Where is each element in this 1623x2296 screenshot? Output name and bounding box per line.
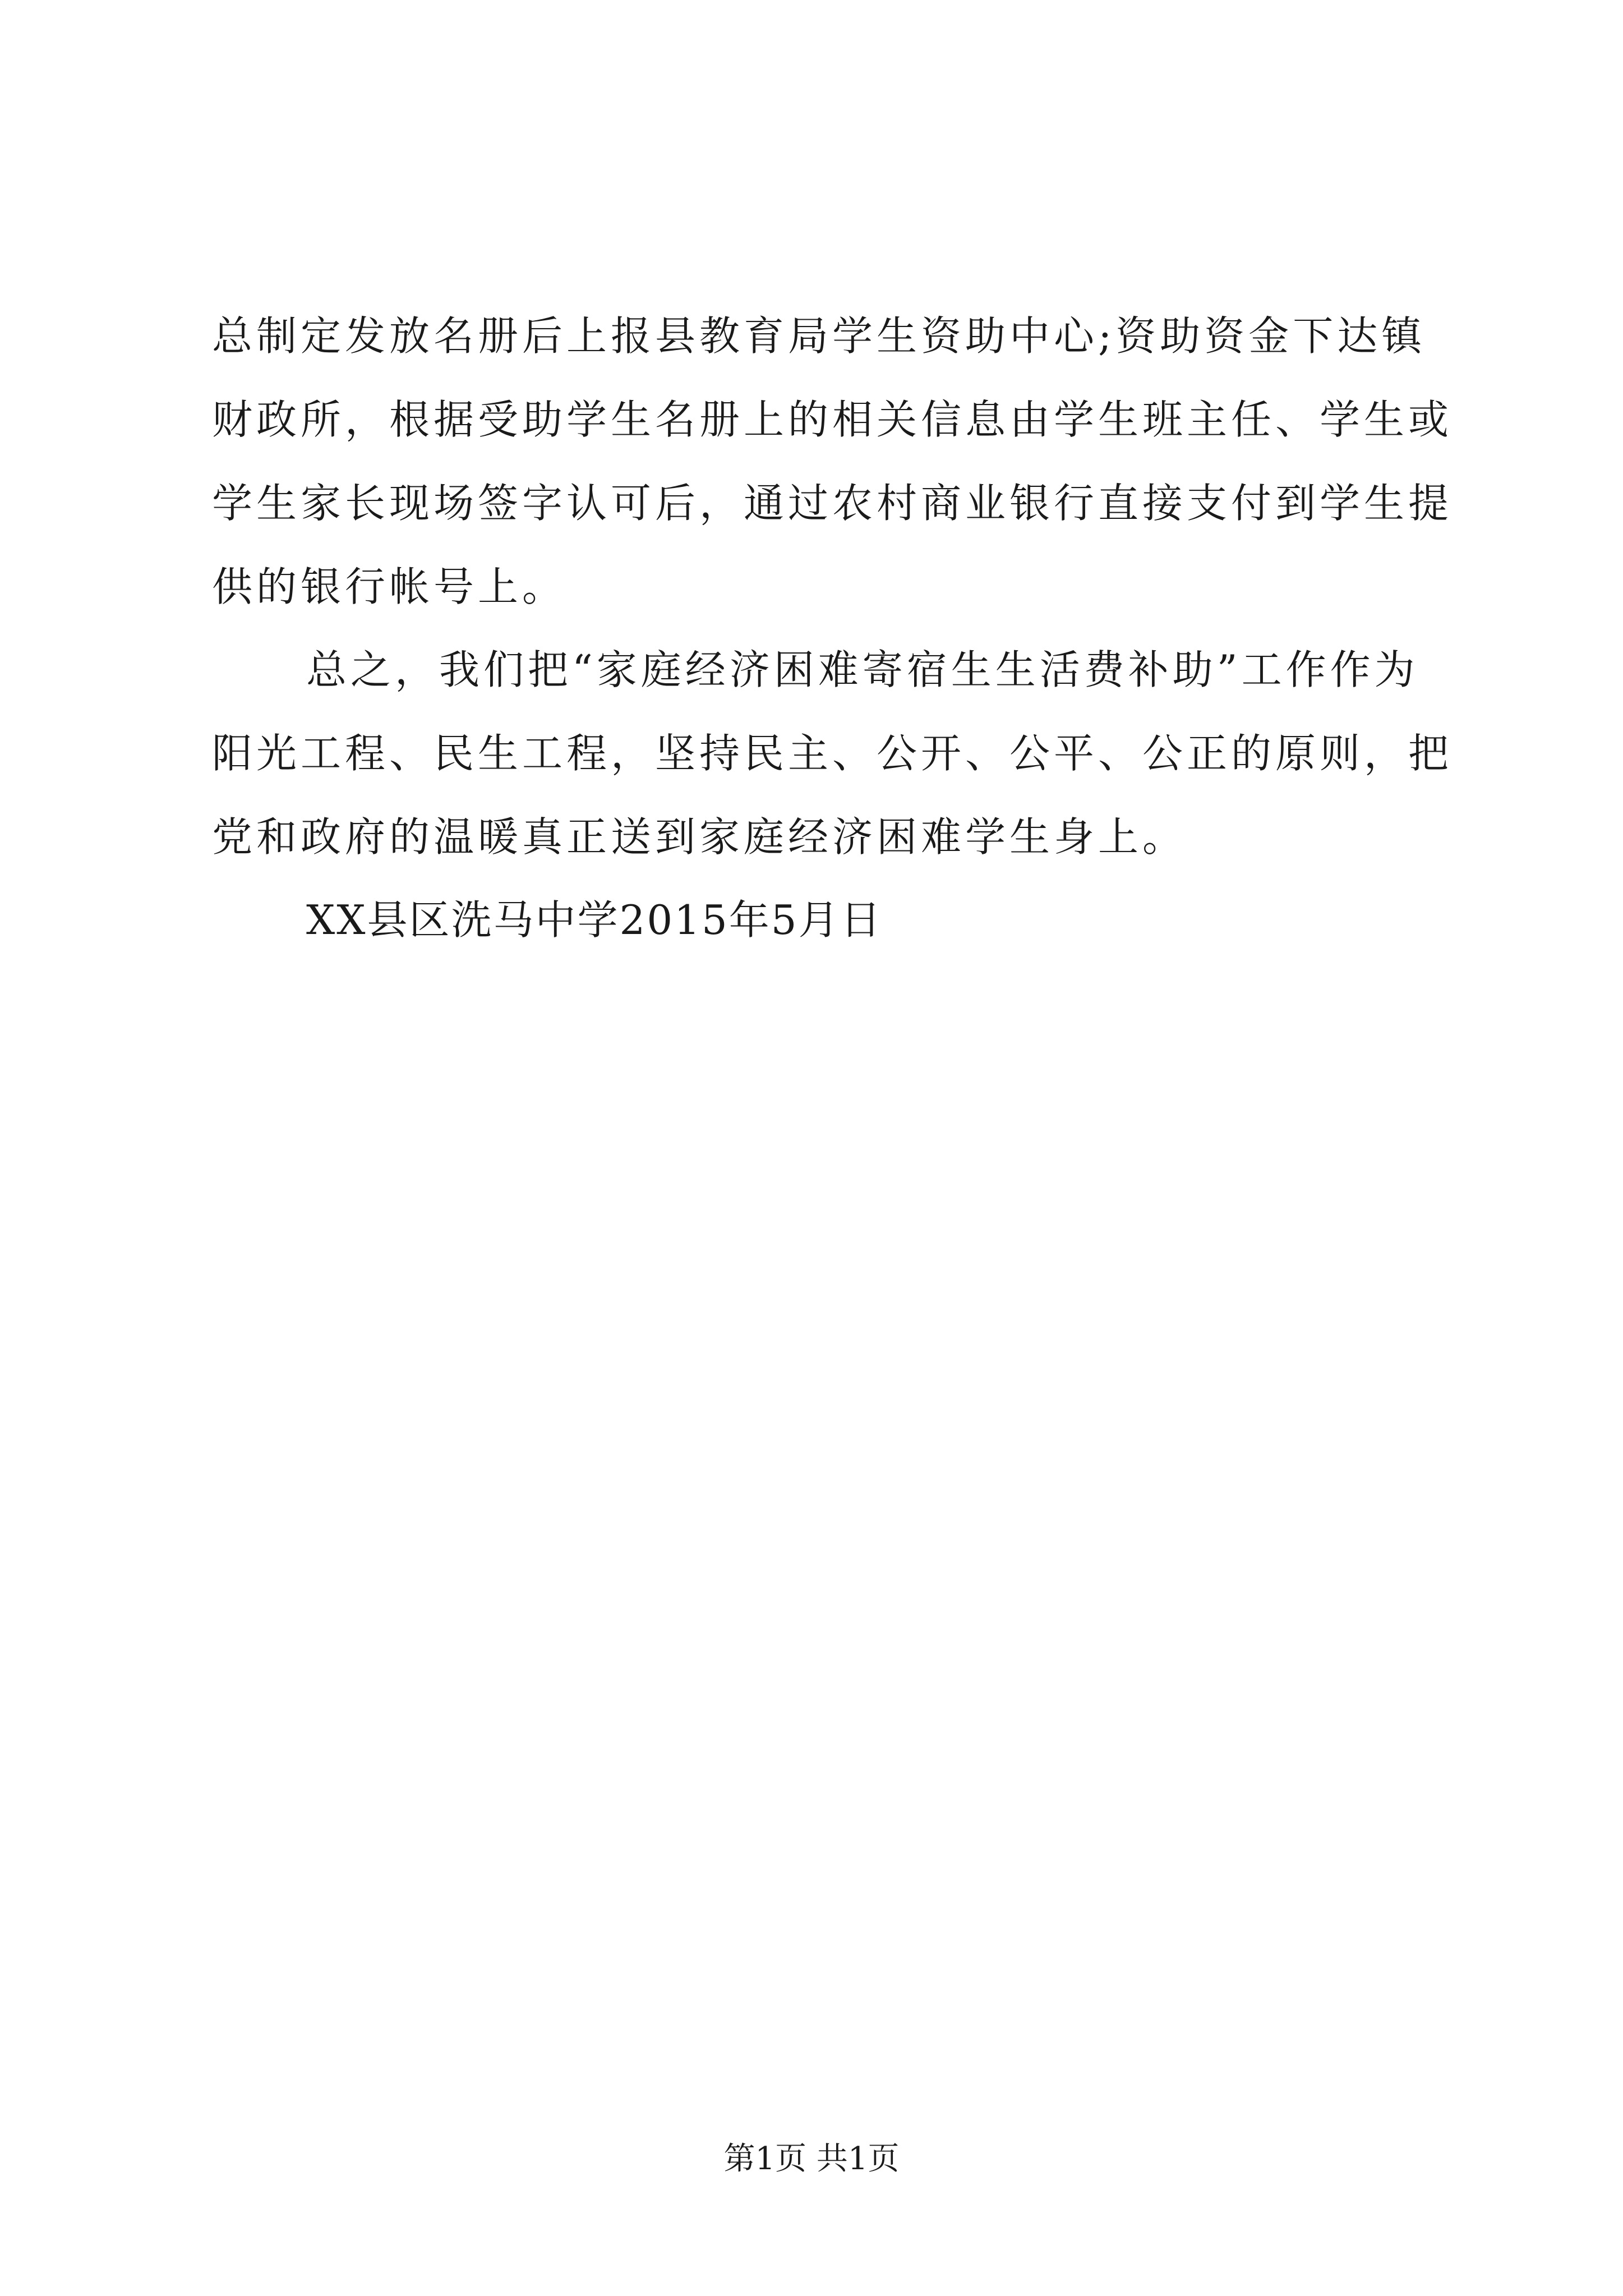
paragraph-line-7: 党和政府的温暖真正送到家庭经济困难学生身上。 <box>212 813 1187 861</box>
paragraph-line-4: 供的银行帐号上。 <box>212 563 567 610</box>
paragraph-line-5: 总之，我们把“家庭经济困难寄宿生生活费补助”工作作为 <box>306 646 1419 693</box>
paragraph-line-2: 财政所，根据受助学生名册上的相关信息由学生班主任、学生或 <box>212 396 1453 443</box>
paragraph-line-1: 总制定发放名册后上报县教育局学生资助中心;资助资金下达镇 <box>212 312 1426 360</box>
paragraph-line-3: 学生家长现场签字认可后，通过农村商业银行直接支付到学生提 <box>212 480 1453 527</box>
signature-line: XX县区洗马中学2015年5月日 <box>306 896 883 944</box>
page-footer: 第1页 共1页 <box>723 2141 900 2177</box>
paragraph-line-6: 阳光工程、民生工程，坚持民主、公开、公平、公正的原则，把 <box>212 730 1453 777</box>
